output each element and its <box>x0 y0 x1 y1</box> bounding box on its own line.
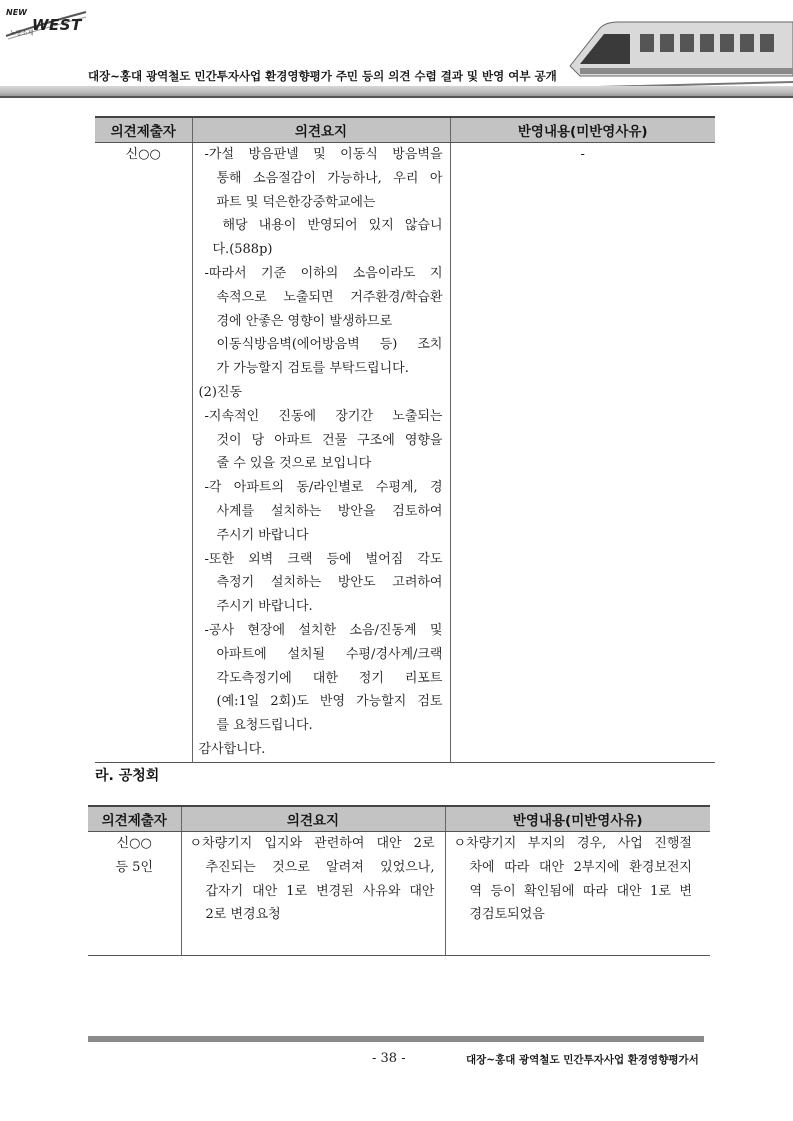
opinion-line: 갑자기 대안 1로 변경된 사유와 대안 <box>205 883 435 899</box>
reflection-cell <box>445 832 710 956</box>
header-bar <box>0 86 793 96</box>
table-header-row <box>95 117 715 143</box>
header-reflection: 반영내용(미반영사유) <box>450 117 715 143</box>
header-opinion: 의견요지 <box>192 117 450 143</box>
new-west-logo <box>4 8 84 44</box>
header-reflection: 반영내용(미반영사유) <box>445 806 710 832</box>
table-row <box>95 143 715 763</box>
opinion-cell <box>192 143 450 763</box>
submitter-cell <box>88 832 181 956</box>
reflection-line: 차에 따라 대안 2부지에 환경보전지 <box>469 859 692 875</box>
header-divider <box>0 96 793 98</box>
table-row <box>88 832 710 956</box>
reflection-line: ㅇ차량기지 부지의 경우, 사업 진행절 <box>453 836 692 851</box>
logo-west-text: WEST <box>32 16 82 34</box>
header-submitter: 의견제출자 <box>88 806 181 832</box>
opinion-line: -또한 외벽 크랙 등에 벌어짐 각도 <box>204 551 443 567</box>
opinion-line: 측정기 설치하는 방안도 고려하여 <box>216 575 443 591</box>
opinion-line: 경에 안좋은 영향이 발생하므로 <box>216 313 393 329</box>
opinion-line: 가 가능할지 검토를 부탁드립니다. <box>216 361 409 377</box>
opinion-line: 줄 수 있을 것으로 보입니다 <box>216 456 372 472</box>
opinion-line: 파트 및 덕은한강중학교에는 <box>216 194 376 210</box>
opinion-line: -따라서 기준 이하의 소음이라도 지 <box>204 265 443 281</box>
section-title: 라. 공청회 <box>95 768 160 784</box>
opinion-table-2 <box>88 805 710 956</box>
opinion-line: ㅇ차량기지 입지와 관련하여 대안 2로 <box>189 836 435 851</box>
opinion-line: -각 아파트의 동/라인별로 수평계, 경 <box>204 480 443 496</box>
opinion-line: 2로 변경요청 <box>205 907 281 923</box>
opinion-line: 통해 소음절감이 가능하나, 우리 아 <box>216 170 443 186</box>
header-opinion: 의견요지 <box>181 806 445 832</box>
footer-title: 대장~홍대 광역철도 민간투자사업 환경영향평가서 <box>466 1054 699 1066</box>
opinion-line: 감사합니다. <box>198 741 266 757</box>
opinion-line: 아파트에 설치될 수평/경사계/크랙 <box>216 646 443 662</box>
logo-sub-text: 노량소재 <box>10 30 34 37</box>
opinion-cell <box>181 832 445 956</box>
opinion-line: 사계를 설치하는 방안을 검토하여 <box>216 503 443 519</box>
reflection-line: 경검토되었음 <box>469 907 545 923</box>
opinion-line: -지속적인 진동에 장기간 노출되는 <box>204 408 443 424</box>
page-header <box>0 0 793 100</box>
opinion-line: 속적으로 노출되면 거주환경/학습환 <box>216 289 443 305</box>
submitter-name: 신○○ <box>125 147 161 162</box>
footer-bar <box>88 1036 704 1042</box>
reflection-cell <box>450 143 715 763</box>
submitter-cell <box>95 143 192 763</box>
opinion-line: -가설 방음판넬 및 이동식 방음벽을 <box>204 147 443 162</box>
table-header-row <box>88 806 710 832</box>
opinion-line: 것이 당 아파트 건물 구조에 영향을 <box>216 432 443 448</box>
opinion-line: (예:1일 2회)도 반영 가능할지 검토 <box>216 694 443 710</box>
opinion-line: 를 요청드립니다. <box>216 718 313 734</box>
opinion-line: (2)진동 <box>198 384 243 400</box>
opinion-line: 추진되는 것으로 알려져 있었으나, <box>205 859 435 875</box>
reflection-text: - <box>580 147 585 162</box>
header-submitter: 의견제출자 <box>95 117 192 143</box>
reflection-line: 역 등이 확인됨에 따라 대안 1로 변 <box>469 883 692 899</box>
opinion-line: 해당 내용이 반영되어 있지 않습니 <box>222 218 443 234</box>
opinion-line: 주시기 바랍니다. <box>216 599 313 615</box>
opinion-table-1 <box>95 116 715 763</box>
opinion-line: 각도측정기에 대한 정기 리포트 <box>216 670 443 686</box>
opinion-line: 다.(588p) <box>212 242 273 258</box>
opinion-line: -공사 현장에 설치한 소음/진동계 및 <box>204 622 443 638</box>
submitter-count: 등 5인 <box>115 859 154 875</box>
page-number: - 38 - <box>372 1051 406 1066</box>
opinion-line: 주시기 바랍니다 <box>216 527 309 543</box>
submitter-name: 신○○ <box>116 836 152 851</box>
logo-new-text: NEW <box>6 8 27 17</box>
header-title: 대장~홍대 광역철도 민간투자사업 환경영향평가 주민 등의 의견 수렴 결과 및 반영 여부 공개 <box>88 69 557 83</box>
opinion-line: 이동식방음벽(에어방음벽 등) 조치 <box>216 337 443 353</box>
train-illustration <box>560 6 793 98</box>
